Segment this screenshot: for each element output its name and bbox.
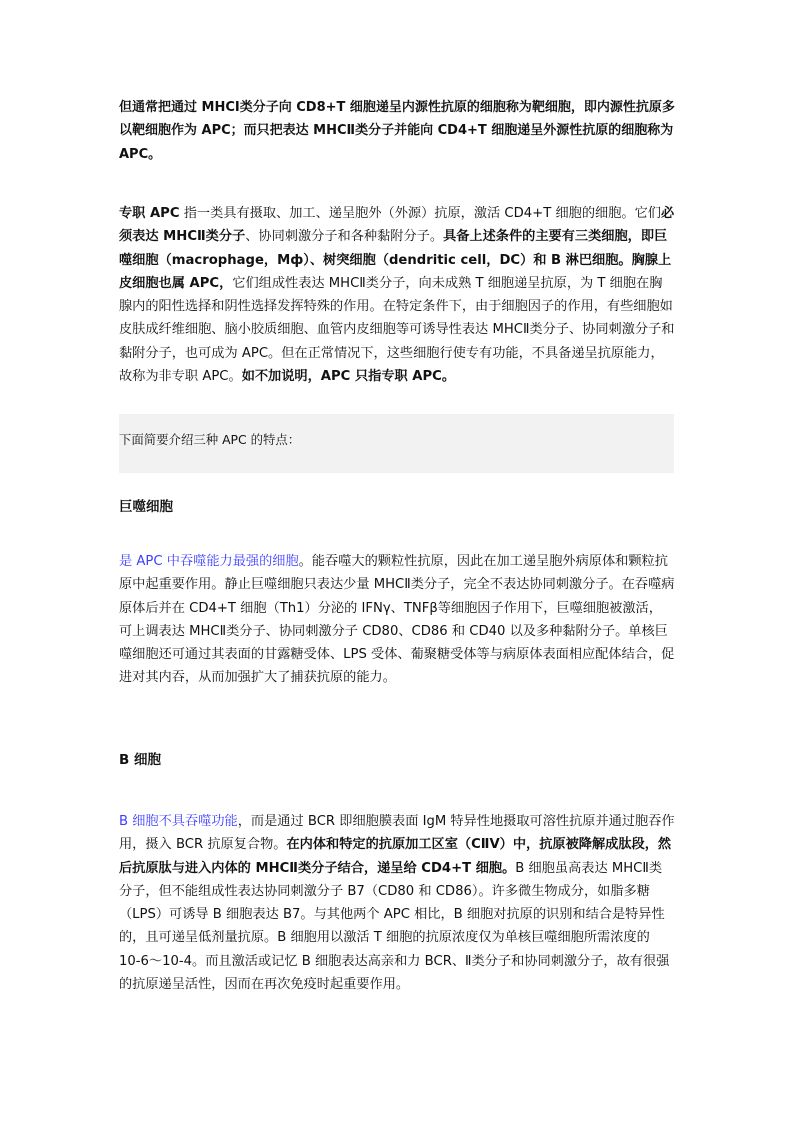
intro-text: 但通常把通过 MHCⅠ类分子向 CD8+T 细胞递呈内源性抗原的细胞称为靶细胞，即内源性抗原多以靶细胞作为 APC；而只把表达 MHCⅡ类分子并能向 CD4+T 细胞递呈外源性抗原的细胞称为 APC。	[119, 100, 675, 162]
bcell-heading: B 细胞	[119, 752, 161, 768]
note-text: 下面简要介绍三种 APC 的特点：	[119, 432, 301, 447]
bcell-seg-1: ，而是通过 BCR 即细胞膜表面 IgM 特异性地摄取可溶性抗原并通过胞吞作用，摄入 BCR 抗原复合物。	[119, 814, 675, 853]
note-box	[119, 414, 674, 473]
definition-seg-1: 指一类具有摄取、加工、递呈胞外（外源）抗原，激活 CD4+T 细胞的细胞。它们	[179, 206, 661, 221]
definition-seg-2: 必须表达 MHCⅡ类分子	[119, 206, 675, 245]
definition-seg-3: 、协同刺激分子和各种黏附分子。	[245, 229, 444, 245]
macrophage-paragraph	[119, 550, 675, 690]
macrophage-heading: 巨噬细胞	[119, 499, 173, 515]
definition-seg-4: 具备上述条件的主要有三类细胞，即巨噬细胞（macrophage，Mф）、树突细胞（dendritic cell，DC）和 B 淋巴细胞。胸腺上皮细胞也属 APC，	[119, 229, 672, 291]
definition-seg-5: 它们组成性表达 MHCⅡ类分子，向未成熟 T 细胞递呈抗原，为 T 细胞在胸腺内的阳性选择和阴性选择发挥特殊的作用。在特定条件下，由于细胞因子的作用，有些细胞如皮肤成纤维细胞、脑小胶质细胞、血管内皮细胞等可诱导性表达 MHCⅡ类分子、协同刺激分子和黏附分子，也可成为 APC。但在正常情况下，这些细胞行使专有功能，不具备递呈抗原能力，故称为非专职 APC。	[119, 275, 675, 385]
definition-seg-6: 如不加说明，APC 只指专职 APC。	[241, 369, 456, 385]
intro-paragraph	[119, 96, 675, 166]
bcell-paragraph	[119, 810, 675, 996]
bcell-seg-0: B 细胞不具吞噬功能	[119, 814, 238, 829]
macrophage-seg-0: 是 APC 中吞噬能力最强的细胞	[119, 554, 299, 569]
bcell-seg-2: 在内体和特定的抗原加工区室（CⅡV）中，抗原被降解成肽段，然后抗原肽与进入内体的 MHCⅡ类分子结合，递呈给 CD4+T 细胞。	[119, 837, 672, 876]
definition-seg-0: 专职 APC	[119, 206, 180, 221]
bcell-seg-3: B 细胞虽高表达 MHCⅡ类分子，但不能组成性表达协同刺激分子 B7（CD80 和 CD86）。许多微生物成分，如脂多糖（LPS）可诱导 B 细胞表达 B7。与其他两个 APC 相比，B 细胞对抗原的识别和结合是特异性的，且可递呈低剂量抗原。B 细胞用以激活 T 细胞的抗原浓度仅为单核巨噬细胞所需浓度的 10-6～10-4。而且激活或记忆 B 细胞表达高亲和力 BCR、Ⅱ类分子和协同刺激分子，故有很强的抗原递呈活性，因而在再次免疫时起重要作用。	[119, 860, 670, 993]
macrophage-seg-1: 。能吞噬大的颗粒性抗原，因此在加工递呈胞外病原体和颗粒抗原中起重要作用。静止巨噬细胞只表达少量 MHCⅡ类分子，完全不表达协同刺激分子。在吞噬病原体后并在 CD4+T 细胞（Th1）分泌的 IFNγ、TNFβ等细胞因子作用下，巨噬细胞被激活，可上调表达 MHCⅡ类分子、协同刺激分子 CD80、CD86 和 CD40 以及多种黏附分子。单核巨噬细胞还可通过其表面的甘露糖受体、LPS 受体、葡聚糖受体等与病原体表面相应配体结合，促进对其内吞，从而加强扩大了捕获抗原的能力。	[119, 554, 675, 686]
definition-paragraph	[119, 202, 675, 388]
